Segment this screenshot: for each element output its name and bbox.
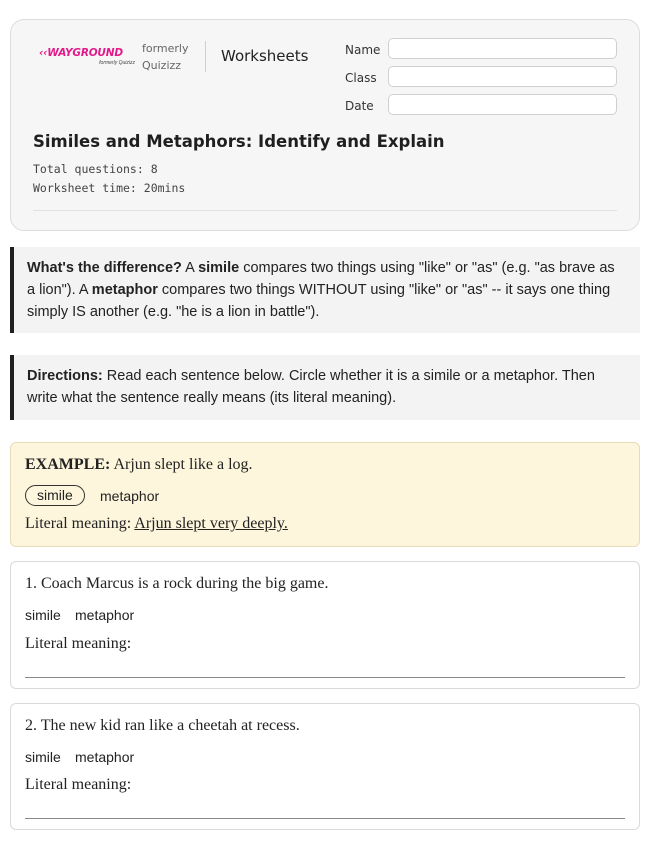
option-metaphor[interactable]: metaphor <box>75 607 135 623</box>
worksheet-title: Similes and Metaphors: Identify and Explain <box>33 132 445 151</box>
example-text: Arjun slept like a log. <box>110 456 253 473</box>
worksheet-time: Worksheet time: 20mins <box>33 181 186 195</box>
example-meaning <box>25 515 288 533</box>
example-option-metaphor[interactable]: metaphor <box>100 488 160 504</box>
option-metaphor[interactable]: metaphor <box>75 749 135 765</box>
literal-meaning-label: Literal meaning: <box>25 635 132 652</box>
example-label: EXAMPLE: <box>25 456 111 473</box>
difference-note <box>10 247 640 333</box>
name-label: Name <box>345 43 381 57</box>
worksheet-header <box>10 19 640 231</box>
date-input[interactable] <box>388 94 617 115</box>
simile-term: simile <box>198 260 240 276</box>
option-simile[interactable]: simile <box>25 607 61 623</box>
header-rule <box>33 210 617 211</box>
worksheets-label: Worksheets <box>221 47 309 65</box>
difference-text-1: A <box>181 260 199 276</box>
literal-meaning-label: Literal meaning: <box>25 776 132 793</box>
class-input[interactable] <box>388 66 617 87</box>
total-questions: Total questions: 8 <box>33 162 158 176</box>
difference-text-3: compares two things WITHOUT using "like" or "as" -- it says one thing simply IS another (e.g. "he is a lion in battle"). <box>27 282 611 320</box>
question-card-2 <box>10 703 640 830</box>
class-label: Class <box>345 71 377 85</box>
difference-text-2: compares two things using "like" or "as" (e.g. "as brave as a lion"). A <box>27 260 615 298</box>
header-divider <box>205 41 206 72</box>
question-text: 1. Coach Marcus is a rock during the big game. <box>25 575 329 592</box>
example-option-simile[interactable]: simile <box>25 485 85 506</box>
question-card-1 <box>10 561 640 689</box>
logo-wordmark: ‹‹WAYGROUND <box>39 47 123 59</box>
option-simile[interactable]: simile <box>25 749 61 765</box>
formerly-quizizz-text: formerly Quizizz <box>142 42 189 72</box>
date-label: Date <box>345 99 374 113</box>
answer-line[interactable] <box>25 818 625 819</box>
metaphor-term: metaphor <box>91 282 158 298</box>
directions-lead: Directions: <box>27 368 103 384</box>
directions-note <box>10 355 640 420</box>
wayground-logo <box>39 47 135 77</box>
question-text: 2. The new kid ran like a cheetah at recess. <box>25 717 300 734</box>
example-card <box>10 442 640 547</box>
difference-lead: What's the difference? <box>27 260 182 276</box>
example-meaning-value: Arjun slept very deeply. <box>134 515 288 532</box>
answer-line[interactable] <box>25 677 625 678</box>
directions-text: Read each sentence below. Circle whether it is a simile or a metaphor. Then write what the sentence really means (its literal meaning). <box>27 368 595 406</box>
example-sentence <box>25 456 253 474</box>
example-meaning-label: Literal meaning: <box>25 515 135 532</box>
name-input[interactable] <box>388 38 617 59</box>
logo-subtext: formerly Quizizz <box>99 60 135 66</box>
